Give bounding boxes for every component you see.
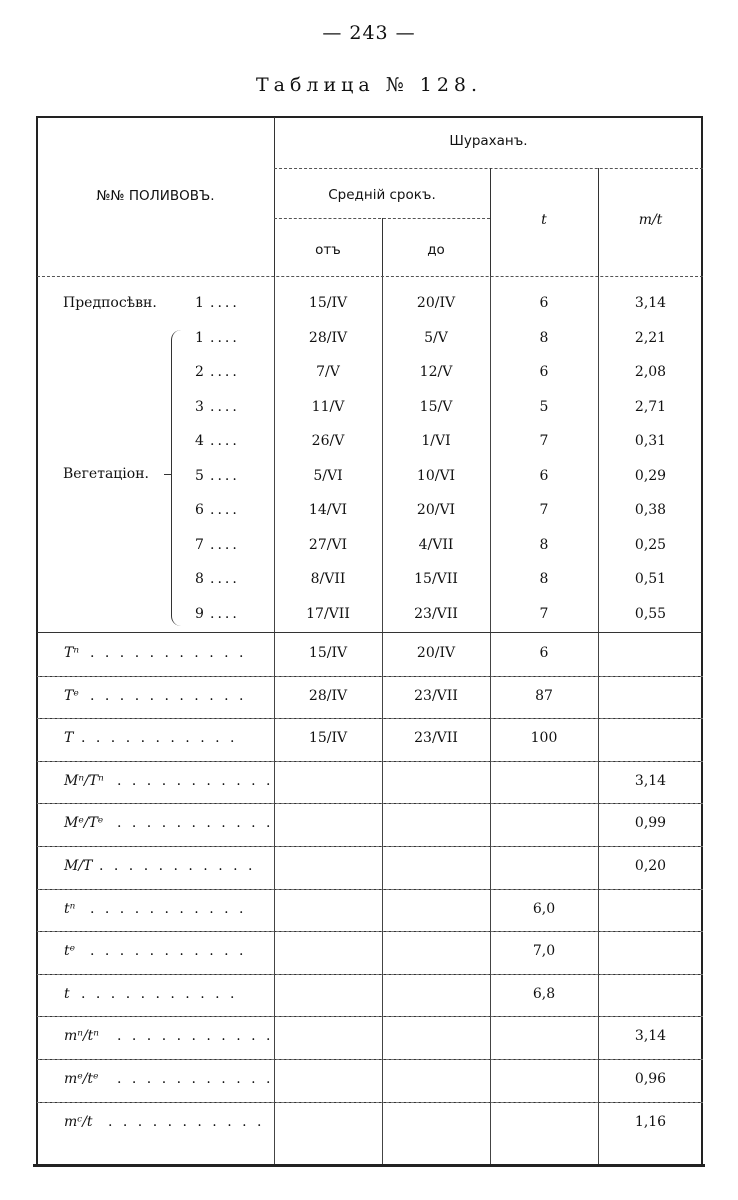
- group-brace: [171, 330, 182, 626]
- cell-to: 4/VII: [418, 536, 454, 553]
- divider: [37, 889, 703, 890]
- cell-to: 20/IV: [416, 645, 456, 661]
- divider: [37, 718, 703, 719]
- divider: [37, 974, 703, 975]
- table-bottom-rule: [33, 1164, 705, 1167]
- cell-t: 6: [539, 364, 549, 380]
- divider: [274, 633, 275, 1164]
- divider: [274, 168, 703, 169]
- cell-mt: 0,29: [634, 467, 667, 484]
- mt-header: m/t: [638, 212, 663, 228]
- cell-mt: 0,96: [634, 1071, 667, 1087]
- cell-to: 1/VI: [421, 433, 451, 449]
- row-number: 8: [195, 571, 204, 587]
- divider: [37, 803, 703, 804]
- cell-mt: 0,55: [634, 605, 667, 622]
- table-frame: [36, 116, 703, 1167]
- leader-dots: ....: [210, 433, 240, 449]
- divider: [598, 277, 599, 632]
- cell-mt: 3,14: [634, 772, 667, 789]
- cell-t: 7,0: [532, 943, 556, 960]
- cell-from: 11/V: [311, 398, 345, 415]
- cell-from: 28/IV: [308, 329, 348, 346]
- cell-from: 7/V: [316, 364, 340, 380]
- station-header: Шураханъ.: [449, 133, 528, 149]
- cell-from: 15/IV: [308, 730, 348, 747]
- cell-from: 15/IV: [308, 295, 348, 311]
- from-header: отъ: [315, 242, 341, 258]
- summary-label: Tⁿ: [64, 645, 80, 661]
- divider: [490, 277, 491, 632]
- cell-t: 6,0: [532, 900, 556, 917]
- cell-mt: 3,14: [634, 1028, 667, 1045]
- cell-to: 23/VII: [414, 605, 458, 622]
- cell-to: 20/VI: [416, 502, 456, 518]
- t-header: t: [541, 212, 547, 228]
- cell-from: 14/VI: [308, 502, 348, 518]
- group-brace-tip: [164, 474, 172, 475]
- cell-t: 7: [539, 605, 549, 622]
- table-title: Таблица № 128.: [255, 74, 483, 96]
- leader-dots: . . . . . . . . . . .: [90, 687, 247, 704]
- summary-label: mⁿ/tⁿ: [64, 1028, 99, 1045]
- row-number: 5: [195, 467, 204, 484]
- cell-mt: 0,31: [634, 433, 667, 449]
- group-label-pre: Предпосѣвн.: [63, 295, 157, 311]
- cell-t: 7: [539, 433, 549, 449]
- cell-to: 20/IV: [416, 295, 456, 311]
- leader-dots: ....: [210, 467, 240, 484]
- cell-from: 17/VII: [306, 605, 350, 622]
- leader-dots: . . . . . . . . . . .: [117, 1028, 274, 1045]
- leader-dots: ....: [210, 536, 240, 553]
- cell-mt: 2,08: [634, 364, 667, 380]
- summary-label: tᵉ: [64, 943, 76, 960]
- cell-to: 15/VII: [414, 571, 458, 587]
- cell-t: 6: [539, 645, 549, 661]
- row-number: 2: [195, 364, 204, 380]
- divider: [37, 676, 703, 677]
- divider: [37, 1059, 703, 1060]
- cell-t: 6: [539, 295, 549, 311]
- leader-dots: ....: [210, 329, 240, 346]
- cell-from: 5/VI: [313, 467, 343, 484]
- cell-from: 8/VII: [310, 571, 346, 587]
- page-number: — 243 —: [322, 22, 416, 44]
- divider: [490, 633, 491, 1164]
- row-number: 1: [195, 295, 204, 311]
- leader-dots: . . . . . . . . . . .: [81, 730, 238, 747]
- divider: [382, 277, 383, 632]
- summary-label: Mᵉ/Tᵉ: [64, 815, 104, 832]
- row-label-header: №№ ПОЛИВОВЪ.: [96, 188, 215, 204]
- divider: [382, 633, 383, 1164]
- cell-t: 6: [539, 467, 549, 484]
- group-label-veg: Вегетаціон.: [63, 466, 149, 482]
- divider: [37, 931, 703, 932]
- summary-label: Mⁿ/Tⁿ: [64, 772, 104, 789]
- cell-to: 12/V: [419, 364, 453, 380]
- summary-label: Tᵉ: [64, 687, 79, 704]
- cell-t: 5: [539, 398, 549, 415]
- cell-to: 10/VI: [416, 467, 456, 484]
- leader-dots: . . . . . . . . . . .: [81, 985, 238, 1002]
- row-number: 9: [195, 605, 204, 622]
- summary-label: tⁿ: [64, 900, 76, 917]
- cell-mt: 2,21: [634, 329, 667, 346]
- leader-dots: ....: [210, 605, 240, 622]
- leader-dots: ....: [210, 364, 240, 380]
- summary-label: M/T: [64, 858, 93, 874]
- cell-mt: 0,20: [634, 858, 667, 874]
- leader-dots: . . . . . . . . . . .: [117, 772, 274, 789]
- divider: [37, 1016, 703, 1017]
- row-number: 6: [195, 502, 204, 518]
- row-number: 4: [195, 433, 204, 449]
- cell-from: 15/IV: [308, 645, 348, 661]
- cell-mt: 0,51: [634, 571, 667, 587]
- to-header: до: [427, 242, 445, 258]
- leader-dots: . . . . . . . . . . .: [108, 1113, 265, 1130]
- cell-t: 87: [535, 687, 553, 704]
- leader-dots: . . . . . . . . . . .: [99, 858, 256, 874]
- leader-dots: . . . . . . . . . . .: [90, 645, 247, 661]
- cell-t: 8: [539, 571, 549, 587]
- divider: [274, 277, 275, 632]
- divider: [37, 632, 703, 633]
- cell-from: 28/IV: [308, 687, 348, 704]
- leader-dots: ....: [210, 571, 240, 587]
- cell-mt: 0,99: [634, 815, 667, 832]
- row-number: 1: [195, 329, 204, 346]
- leader-dots: ....: [210, 502, 240, 518]
- cell-t: 6,8: [532, 985, 556, 1002]
- divider: [598, 633, 599, 1164]
- row-number: 3: [195, 398, 204, 415]
- divider: [37, 761, 703, 762]
- cell-to: 23/VII: [414, 730, 458, 747]
- avg-term-header: Средній срокъ.: [328, 187, 436, 203]
- cell-mt: 2,71: [634, 398, 667, 415]
- row-number: 7: [195, 536, 204, 553]
- summary-label: mᶜ/t: [64, 1113, 93, 1130]
- leader-dots: . . . . . . . . . . .: [90, 900, 247, 917]
- cell-t: 100: [530, 730, 558, 747]
- cell-t: 8: [539, 536, 549, 553]
- summary-label: t: [64, 985, 70, 1002]
- cell-mt: 0,38: [634, 502, 667, 518]
- cell-to: 23/VII: [414, 687, 458, 704]
- cell-t: 7: [539, 502, 549, 518]
- cell-mt: 0,25: [634, 536, 667, 553]
- cell-t: 8: [539, 329, 549, 346]
- leader-dots: . . . . . . . . . . .: [90, 943, 247, 960]
- cell-mt: 1,16: [634, 1113, 667, 1130]
- cell-to: 5/V: [424, 329, 448, 346]
- leader-dots: ....: [210, 398, 240, 415]
- cell-from: 27/VI: [308, 536, 348, 553]
- summary-label: T: [64, 730, 74, 747]
- summary-label: mᵉ/tᵉ: [64, 1071, 99, 1087]
- cell-mt: 3,14: [634, 295, 667, 311]
- leader-dots: ....: [210, 295, 240, 311]
- divider: [37, 276, 703, 277]
- cell-from: 26/V: [311, 433, 345, 449]
- divider: [37, 846, 703, 847]
- leader-dots: . . . . . . . . . . .: [117, 815, 274, 832]
- divider: [37, 1102, 703, 1103]
- leader-dots: . . . . . . . . . . .: [117, 1071, 274, 1087]
- cell-to: 15/V: [419, 398, 453, 415]
